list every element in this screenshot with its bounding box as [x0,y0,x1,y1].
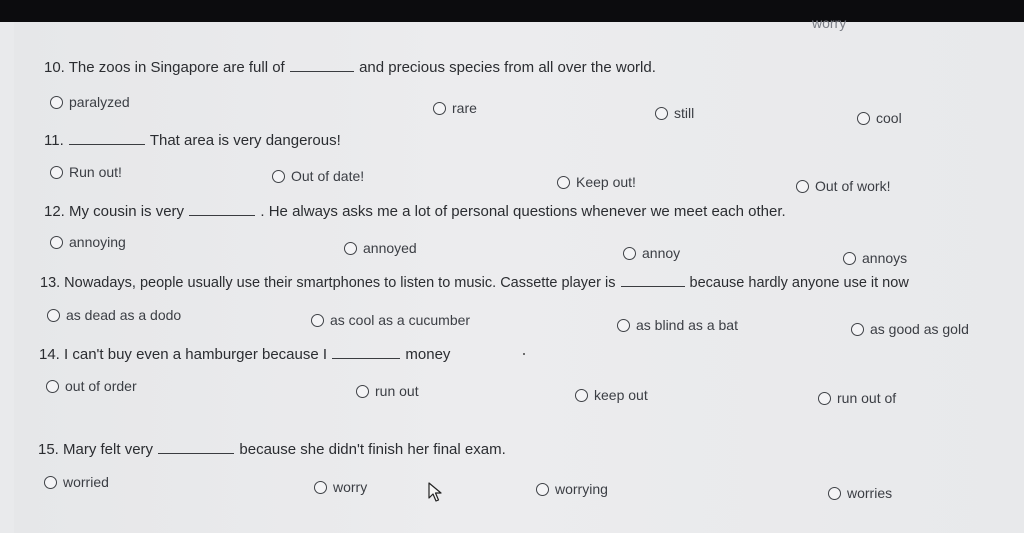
option-q14-b[interactable] [356,383,419,399]
radio-button[interactable] [843,252,856,265]
radio-button[interactable] [796,180,809,193]
radio-button[interactable] [857,112,870,125]
option-q12-d[interactable] [843,250,907,266]
option-q14-d[interactable] [818,390,896,406]
option-label: Out of date! [291,168,365,184]
option-q15-b[interactable] [314,479,367,495]
question-text: 10. The zoos in Singapore are full of [44,59,285,76]
option-q10-b[interactable] [433,100,477,116]
radio-button[interactable] [536,483,549,496]
option-label: annoys [862,250,908,266]
radio-button[interactable] [47,309,60,322]
radio-button[interactable] [617,319,630,332]
option-label: worried [63,474,109,490]
radio-button[interactable] [818,392,831,405]
option-q11-b[interactable] [272,168,364,184]
question-14 [39,346,450,363]
option-label: worry [333,479,368,495]
question-text-end: . He always asks me a lot of personal questions whenever we meet each other. [260,203,786,220]
radio-button[interactable] [655,107,668,120]
question-text: 15. Mary felt very [38,441,154,458]
answer-blank [621,276,685,287]
radio-button[interactable] [50,236,63,249]
radio-button[interactable] [851,323,864,336]
clipped-option-label: worry [812,15,847,31]
radio-button[interactable] [50,96,63,109]
option-label: annoyed [363,240,417,256]
radio-button[interactable] [46,380,59,393]
question-10 [44,59,656,76]
option-q14-c[interactable] [575,387,648,403]
answer-blank [290,61,354,72]
option-label: paralyzed [69,94,130,110]
radio-button[interactable] [314,481,327,494]
option-label: annoy [642,245,681,261]
option-q13-a[interactable] [47,307,181,323]
option-label: worries [847,485,893,501]
question-text: 14. I can't buy even a hamburger because I [39,346,328,363]
radio-button[interactable] [344,242,357,255]
option-q13-c[interactable] [617,317,738,333]
radio-button[interactable] [557,176,570,189]
answer-blank [158,443,234,454]
radio-button[interactable] [433,102,446,115]
option-q11-a[interactable] [50,164,122,180]
option-label: keep out [594,387,648,403]
mouse-cursor-icon [428,482,442,502]
option-label: Keep out! [576,174,636,190]
option-label: out of order [65,378,137,394]
question-13 [40,275,909,291]
option-label: rare [452,100,477,116]
radio-button[interactable] [272,170,285,183]
option-q13-b[interactable] [311,312,470,328]
option-q10-d[interactable] [857,110,902,126]
question-15 [38,441,506,458]
question-11 [44,132,341,149]
option-q12-c[interactable] [623,245,680,261]
answer-blank [332,348,400,359]
question-text-end: because she didn't finish her final exam. [239,441,506,458]
answer-blank [189,205,255,216]
option-q10-a[interactable] [50,94,130,110]
option-label: Run out! [69,164,122,180]
option-label: as cool as a cucumber [330,312,471,328]
radio-button[interactable] [828,487,841,500]
option-q12-b[interactable] [344,240,417,256]
option-q12-a[interactable] [50,234,126,250]
radio-button[interactable] [356,385,369,398]
option-q10-c[interactable] [655,105,694,121]
option-q11-d[interactable] [796,178,890,194]
option-label: as blind as a bat [636,317,738,333]
option-q15-d[interactable] [828,485,892,501]
option-q15-a[interactable] [44,474,109,490]
option-label: as dead as a dodo [66,307,182,323]
question-text-end: because hardly anyone use it now [689,275,909,291]
radio-button[interactable] [575,389,588,402]
option-q15-c[interactable] [536,481,608,497]
question-text: 13. Nowadays, people usually use their smartphones to listen to music. Cassette player is [40,275,616,291]
stray-dot [523,353,525,355]
radio-button[interactable] [623,247,636,260]
option-label: still [674,105,695,121]
radio-button[interactable] [311,314,324,327]
option-label: cool [876,110,902,126]
option-label: annoying [69,234,126,250]
question-text-end: and precious species from all over the world. [359,59,656,76]
top-black-bar [0,0,1024,22]
option-q14-a[interactable] [46,378,137,394]
option-label: run out [375,383,419,399]
option-label: worrying [555,481,608,497]
option-label: Out of work! [815,178,891,194]
question-text-end: money [405,346,451,363]
answer-blank [69,134,145,145]
question-text: 11. [44,132,64,149]
question-text: 12. My cousin is very [44,203,185,220]
question-text-end: That area is very dangerous! [149,132,341,149]
option-label: run out of [837,390,897,406]
option-q13-d[interactable] [851,321,969,337]
question-12 [44,203,786,220]
radio-button[interactable] [50,166,63,179]
radio-button[interactable] [44,476,57,489]
option-label: as good as gold [870,321,969,337]
option-q11-c[interactable] [557,174,636,190]
